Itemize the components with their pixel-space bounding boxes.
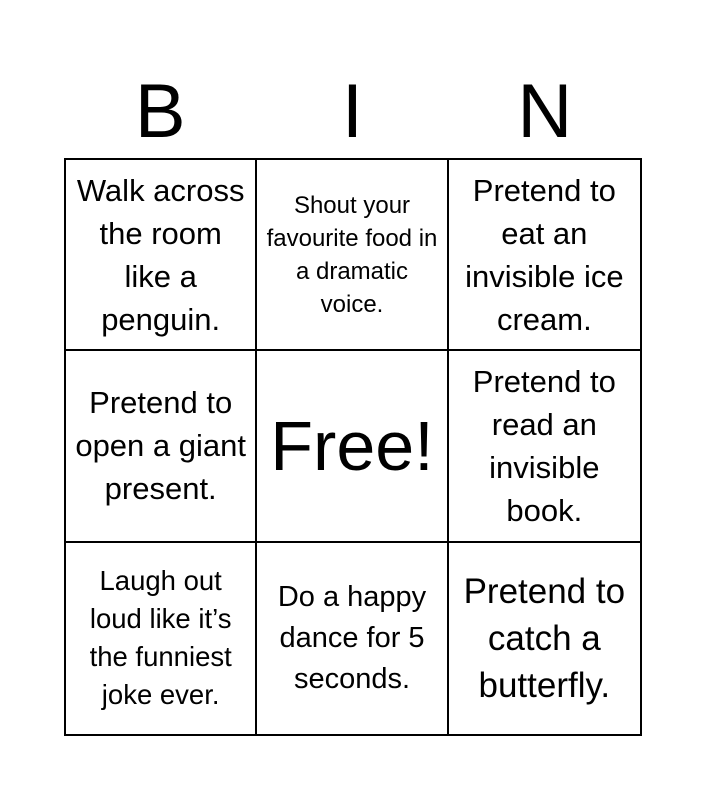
bingo-board [64,158,642,736]
bingo-cell-text: Shout your favourite food in a dramatic voice. [266,191,438,318]
bingo-cell-text: Pretend to catch a butterfly. [463,571,626,705]
free-space-text: Free! [270,406,434,485]
bingo-cell-9[interactable] [449,543,640,734]
bingo-cell-6[interactable] [449,351,640,542]
bingo-cell-8[interactable] [257,543,448,734]
bingo-cell-1[interactable] [66,160,257,351]
bingo-cell-text: Pretend to open a giant present. [75,385,246,507]
bingo-cell-7[interactable] [66,543,257,734]
bingo-cell-text: Do a happy dance for 5 seconds. [277,580,427,695]
bingo-cell-2[interactable] [257,160,448,351]
header-letter-b: B [134,69,186,154]
bingo-cell-4[interactable] [66,351,257,542]
bingo-cell-text: Walk across the room like a penguin. [76,172,245,337]
bingo-cell-text: Pretend to eat an invisible ice cream. [465,172,624,337]
header-letter-n: N [517,69,573,154]
bingo-cell-free[interactable] [257,351,448,542]
bingo-cell-text: Pretend to read an invisible book. [472,363,616,528]
bingo-header [64,69,641,154]
header-letter-i: I [341,69,364,154]
bingo-cell-text: Laugh out loud like it’s the funniest joke ever. [89,565,232,711]
bingo-cell-3[interactable] [449,160,640,351]
